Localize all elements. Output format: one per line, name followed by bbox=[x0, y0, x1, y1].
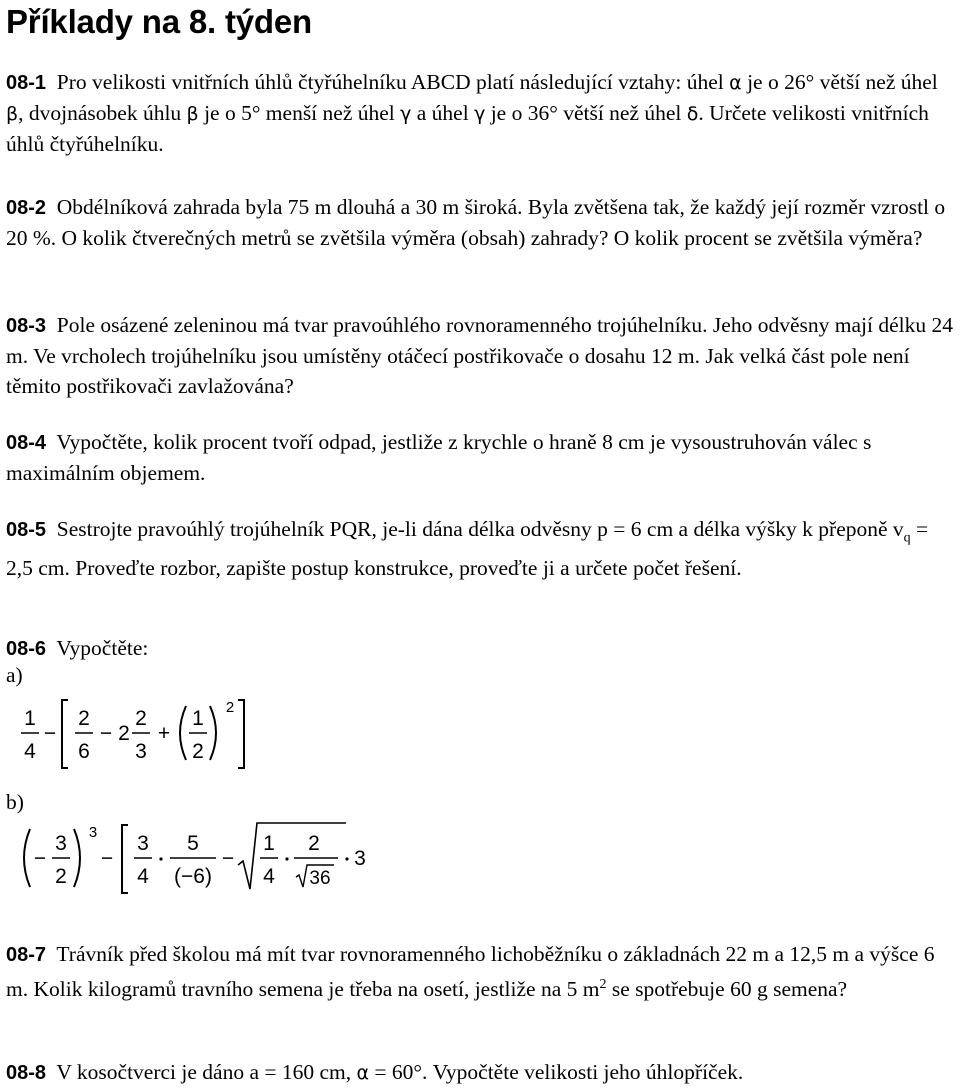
symbol-alpha: α bbox=[356, 1062, 370, 1084]
fraction-numerator: 1 bbox=[263, 832, 275, 855]
symbol-beta: β bbox=[6, 103, 19, 125]
exercise-08-7 bbox=[6, 939, 956, 1004]
exercise-08-3 bbox=[6, 310, 956, 401]
fraction-numerator: 2 bbox=[135, 707, 147, 730]
exercise-text: Obdélníková zahrada byla 75 m dlouhá a 30 m široká. Byla zvětšena tak, že každý její rozměr vzrostl o 20 %. O kolik čtverečných metrů se zvětšila výměra (obsah) zahrady? O kolik procent se zvětšila výměra? bbox=[6, 195, 946, 250]
exercise-08-4 bbox=[6, 427, 956, 488]
exercise-text: , dvojnásobek úhlu bbox=[18, 101, 187, 125]
fraction-denominator: 2 bbox=[192, 740, 204, 763]
symbol-delta: δ bbox=[686, 103, 699, 125]
right-bracket bbox=[238, 700, 244, 768]
fraction-numerator: 2 bbox=[78, 707, 90, 730]
exercise-text: je o 5° menší než úhel bbox=[198, 101, 401, 125]
exercise-number: 08-8 bbox=[6, 1062, 47, 1084]
minus-sign: − bbox=[100, 847, 114, 870]
fraction-denominator: 3 bbox=[135, 740, 147, 763]
fraction-denominator: 4 bbox=[24, 740, 36, 763]
minus-sign: − bbox=[221, 847, 235, 870]
fraction-denominator: (−6) bbox=[174, 865, 212, 888]
symbol-beta: β bbox=[186, 103, 199, 125]
exercise-text: = 60°. Vypočtěte velikosti jeho úhlopříček. bbox=[369, 1060, 744, 1084]
exercise-text: se spotřebuje 60 g semena? bbox=[606, 977, 848, 1002]
right-paren bbox=[210, 706, 216, 760]
symbol-alpha: α bbox=[729, 72, 742, 94]
exercise-text: a úhel bbox=[411, 101, 475, 125]
left-paren bbox=[180, 706, 186, 760]
exercise-08-5 bbox=[6, 514, 956, 583]
fraction-denominator: 36 bbox=[309, 868, 331, 889]
exercise-text: V kosočtverci je dáno a = 160 cm, bbox=[56, 1060, 357, 1084]
left-bracket bbox=[122, 825, 128, 893]
exercise-text: . Určete velikosti vnitřních úhlů čtyřúhelníku. bbox=[6, 101, 929, 156]
right-paren bbox=[74, 829, 80, 887]
exercise-number: 08-7 bbox=[6, 944, 47, 966]
multiply-dot bbox=[285, 857, 288, 860]
exercise-text: Pole osázené zeleninou má tvar pravoúhlého rovnoramenného trojúhelníku. Jeho odvěsny mají délku 24 m. Ve vrcholech trojúhelníku jsou umístěny otáčecí postřikovače o dosahu 12 m. Jak velká část pole není těmito postřikovači zavlažována? bbox=[6, 313, 953, 398]
fraction-numerator: 3 bbox=[55, 832, 67, 855]
exercise-08-2 bbox=[6, 192, 956, 253]
fraction-denominator: 4 bbox=[137, 865, 149, 888]
exercise-text: je o 36° větší než úhel bbox=[485, 101, 687, 125]
fraction-denominator: 4 bbox=[263, 865, 275, 888]
left-paren bbox=[24, 829, 30, 887]
exercise-number: 08-5 bbox=[6, 519, 47, 541]
exercise-number: 08-4 bbox=[6, 432, 47, 454]
exercise-08-1 bbox=[6, 67, 956, 159]
part-a-label: a) bbox=[6, 663, 23, 687]
fraction-numerator: 1 bbox=[192, 707, 204, 730]
page-title: Příklady na 8. týden bbox=[6, 3, 312, 40]
exercise-text: Sestrojte pravoúhlý trojúhelník PQR, je-li dána délka odvěsny p = 6 cm a délka výšky k přeponě v bbox=[56, 517, 904, 541]
exercise-number: 08-3 bbox=[6, 315, 47, 337]
exponent: 3 bbox=[88, 824, 98, 841]
fraction-numerator: 1 bbox=[24, 707, 36, 730]
exercise-number: 08-6 bbox=[6, 638, 47, 660]
exercise-text: = 2,5 cm. Proveďte rozbor, zapište postup konstrukce, proveďte ji a určete počet řešení. bbox=[6, 517, 929, 581]
exercise-text: Vypočtěte, kolik procent tvoří odpad, jestliže z krychle o hraně 8 cm je vysoustruhován válec s maximálním objemem. bbox=[6, 430, 872, 485]
fraction-denominator: 6 bbox=[78, 740, 90, 763]
plus-sign: + bbox=[157, 722, 171, 745]
part-b-label: b) bbox=[6, 790, 24, 814]
formula-a bbox=[20, 692, 250, 774]
exercise-08-8 bbox=[6, 1057, 956, 1088]
fraction-numerator: 3 bbox=[137, 832, 149, 855]
multiply-dot bbox=[159, 857, 162, 860]
exercise-number: 08-1 bbox=[6, 72, 47, 94]
fraction-denominator: 2 bbox=[55, 865, 67, 888]
formula-b bbox=[20, 817, 370, 899]
exercise-text: Trávník před školou má mít tvar rovnoramenného lichoběžníku o základnách 22 m a 12,5 m a výšce 6 m. Kolik kilogramů travního semena je třeba na osetí, jestliže na 5 m bbox=[6, 942, 935, 1002]
exercise-text: Pro velikosti vnitřních úhlů čtyřúhelníku ABCD platí následující vztahy: úhel bbox=[56, 70, 730, 94]
multiply-dot bbox=[345, 857, 348, 860]
fraction-numerator: 2 bbox=[308, 832, 320, 855]
fraction-numerator: 5 bbox=[187, 832, 199, 855]
exercise-08-6 bbox=[6, 633, 956, 664]
whole-number: 2 bbox=[118, 722, 130, 745]
exercise-text: je o 26° větší než úhel bbox=[741, 70, 938, 94]
number: 3 bbox=[354, 847, 366, 870]
subscript: q bbox=[903, 530, 911, 546]
symbol-gamma: γ bbox=[400, 103, 412, 125]
exercise-text: Vypočtěte: bbox=[56, 636, 149, 660]
symbol-gamma: γ bbox=[474, 103, 486, 125]
exercise-number: 08-2 bbox=[6, 197, 47, 219]
left-bracket bbox=[62, 700, 68, 768]
superscript: 2 bbox=[599, 977, 607, 992]
minus-sign: − bbox=[99, 722, 113, 745]
exponent: 2 bbox=[225, 699, 235, 716]
minus-sign: − bbox=[33, 847, 47, 870]
minus-sign: − bbox=[43, 722, 57, 745]
